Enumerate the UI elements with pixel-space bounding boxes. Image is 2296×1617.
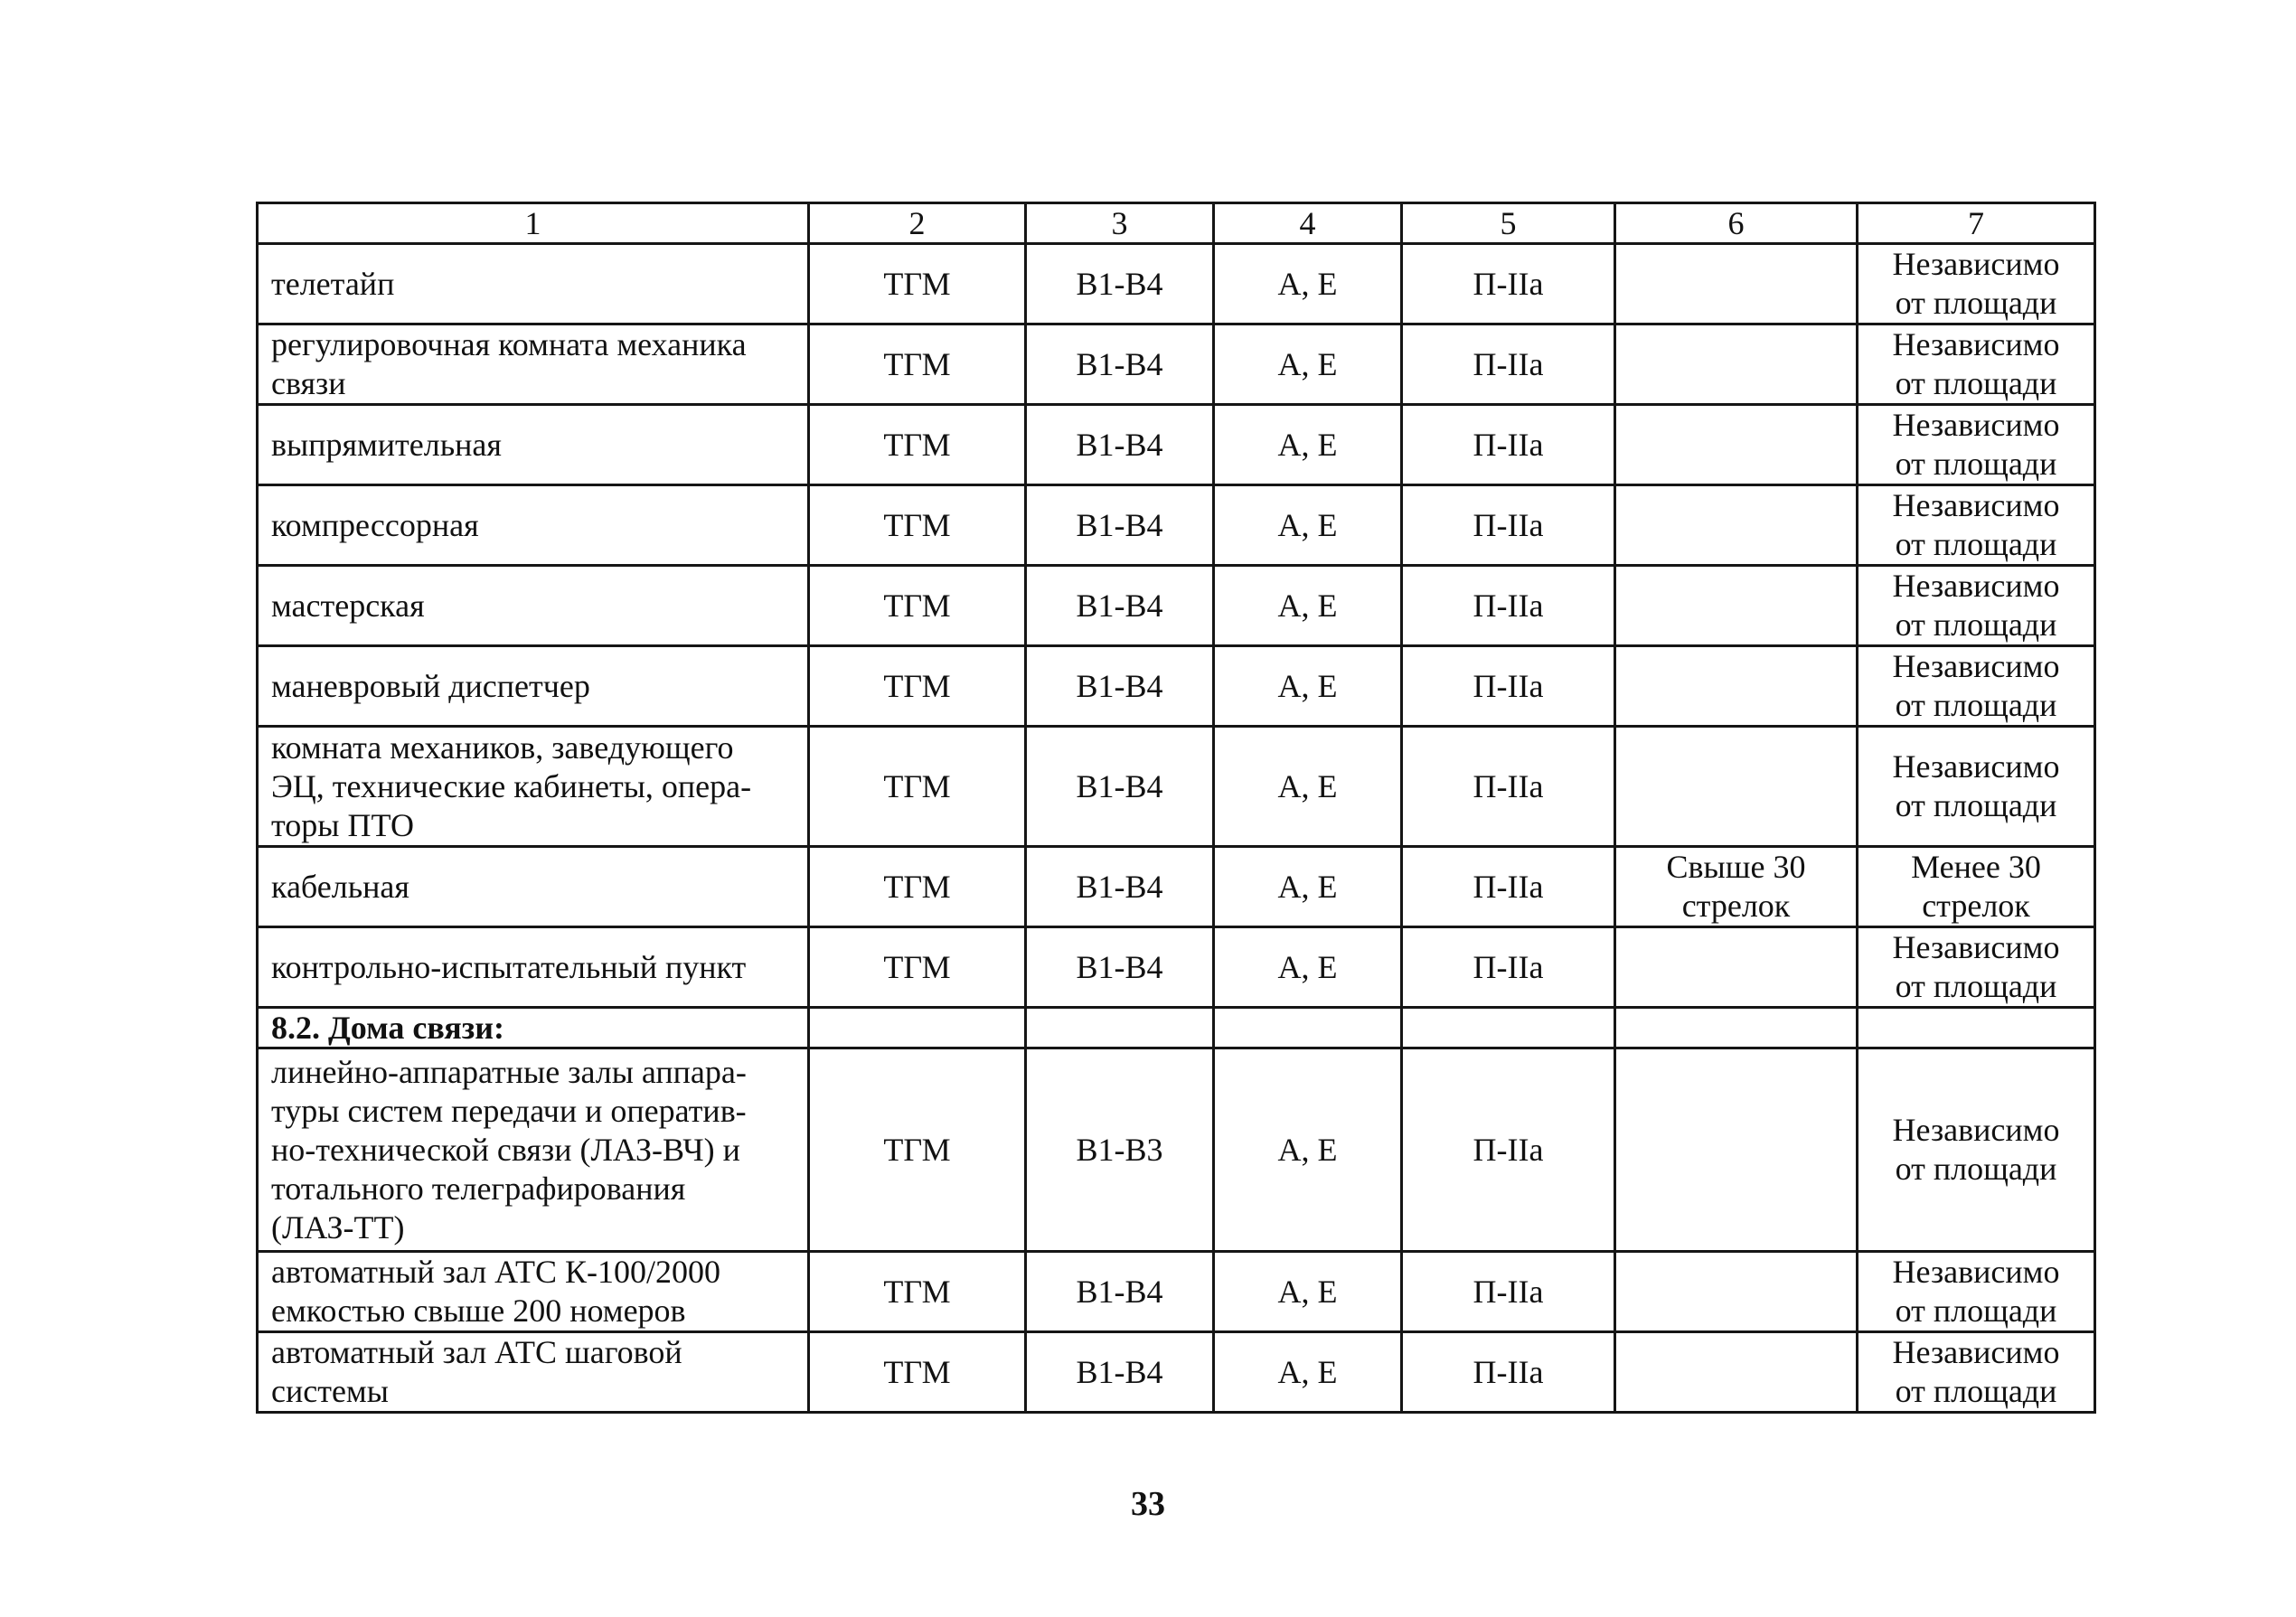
room-name-cell: мастерская: [258, 566, 809, 646]
table-cell: В1-В4: [1026, 646, 1214, 727]
table-row: [258, 566, 2095, 646]
table-cell: А, Е: [1214, 847, 1402, 927]
table-row: [258, 1048, 2095, 1252]
table-cell: А, Е: [1214, 927, 1402, 1008]
column-number: 2: [809, 203, 1026, 244]
table-cell: [1615, 1252, 1858, 1332]
room-name-cell: компрессорная: [258, 485, 809, 566]
table-cell: А, Е: [1214, 485, 1402, 566]
table-row: [258, 727, 2095, 847]
table-cell: ТГМ: [809, 1332, 1026, 1413]
table-row: [258, 405, 2095, 485]
table-cell: ТГМ: [809, 405, 1026, 485]
table-cell: Независимо от площади: [1858, 1332, 2095, 1413]
room-name-cell: контрольно-испытательный пункт: [258, 927, 809, 1008]
column-number: 4: [1214, 203, 1402, 244]
table-cell: П-IIа: [1402, 324, 1615, 405]
table-cell: П-IIа: [1402, 847, 1615, 927]
table-row: [258, 1252, 2095, 1332]
room-name-cell: автоматный зал АТС К-100/2000 емкостью свыше 200 номеров: [258, 1252, 809, 1332]
room-name-cell: регулировочная комната механика связи: [258, 324, 809, 405]
table-cell: [1615, 1008, 1858, 1048]
table-cell: В1-В4: [1026, 727, 1214, 847]
table-cell: А, Е: [1214, 566, 1402, 646]
column-number: 6: [1615, 203, 1858, 244]
table-cell: П-IIа: [1402, 646, 1615, 727]
table-cell: [1615, 244, 1858, 324]
table-cell: ТГМ: [809, 485, 1026, 566]
table-cell: В1-В4: [1026, 847, 1214, 927]
table-cell: П-IIа: [1402, 405, 1615, 485]
table-row: [258, 927, 2095, 1008]
table-cell: [1615, 927, 1858, 1008]
table-cell: Независимо от площади: [1858, 1252, 2095, 1332]
section-heading-row: [258, 1008, 2095, 1048]
room-name-cell: телетайп: [258, 244, 809, 324]
table-cell: Независимо от площади: [1858, 1048, 2095, 1252]
table-cell: [1615, 646, 1858, 727]
room-name-cell: комната механиков, заведующего ЭЦ, технические кабинеты, опера- торы ПТО: [258, 727, 809, 847]
table-cell: ТГМ: [809, 324, 1026, 405]
column-number-row: [258, 203, 2095, 244]
table-row: [258, 244, 2095, 324]
table-cell: В1-В4: [1026, 405, 1214, 485]
table-cell: ТГМ: [809, 927, 1026, 1008]
table-cell: ТГМ: [809, 646, 1026, 727]
table-cell: П-IIа: [1402, 244, 1615, 324]
table-row: [258, 1332, 2095, 1413]
table-cell: В1-В4: [1026, 927, 1214, 1008]
table-cell: [1402, 1008, 1615, 1048]
table-cell: [809, 1008, 1026, 1048]
table-cell: ТГМ: [809, 1252, 1026, 1332]
table-cell: П-IIа: [1402, 1332, 1615, 1413]
table-cell: А, Е: [1214, 1252, 1402, 1332]
table-cell: [1615, 1332, 1858, 1413]
table-cell: П-IIа: [1402, 727, 1615, 847]
table-cell: А, Е: [1214, 646, 1402, 727]
table-cell: ТГМ: [809, 566, 1026, 646]
page-number: 33: [1131, 1485, 1165, 1523]
table-cell: А, Е: [1214, 727, 1402, 847]
table-cell: П-IIа: [1402, 566, 1615, 646]
table-cell: [1615, 566, 1858, 646]
table-cell: В1-В4: [1026, 1252, 1214, 1332]
table-cell: А, Е: [1214, 1048, 1402, 1252]
table-cell: П-IIа: [1402, 927, 1615, 1008]
table-cell: Свыше 30 стрелок: [1615, 847, 1858, 927]
table-cell: Независимо от площади: [1858, 324, 2095, 405]
table-cell: [1214, 1008, 1402, 1048]
table-cell: [1615, 727, 1858, 847]
room-name-cell: кабельная: [258, 847, 809, 927]
requirements-table: [256, 202, 2096, 1414]
room-name-cell: выпрямительная: [258, 405, 809, 485]
room-name-cell: линейно-аппаратные залы аппара- туры систем передачи и оператив- но-технической связи (ЛАЗ-ВЧ) и тотального телеграфирования (ЛАЗ-ТТ): [258, 1048, 809, 1252]
table-cell: А, Е: [1214, 1332, 1402, 1413]
table-cell: [1858, 1008, 2095, 1048]
table-row: [258, 847, 2095, 927]
table-cell: [1026, 1008, 1214, 1048]
table-cell: Независимо от площади: [1858, 727, 2095, 847]
room-name-cell: маневровый диспетчер: [258, 646, 809, 727]
column-number: 1: [258, 203, 809, 244]
table-cell: Независимо от площади: [1858, 646, 2095, 727]
table-cell: [1615, 1048, 1858, 1252]
table-cell: ТГМ: [809, 1048, 1026, 1252]
table-row: [258, 324, 2095, 405]
table-cell: Менее 30 стрелок: [1858, 847, 2095, 927]
room-name-cell: автоматный зал АТС шаговой системы: [258, 1332, 809, 1413]
table-cell: ТГМ: [809, 244, 1026, 324]
table-cell: В1-В4: [1026, 566, 1214, 646]
table-cell: В1-В4: [1026, 485, 1214, 566]
table-cell: Независимо от площади: [1858, 927, 2095, 1008]
table-cell: А, Е: [1214, 405, 1402, 485]
column-number: 3: [1026, 203, 1214, 244]
table-cell: П-IIа: [1402, 1252, 1615, 1332]
section-title: 8.2. Дома связи:: [258, 1008, 809, 1048]
table-cell: П-IIа: [1402, 1048, 1615, 1252]
table-cell: А, Е: [1214, 324, 1402, 405]
column-number: 5: [1402, 203, 1615, 244]
table-cell: [1615, 405, 1858, 485]
table-cell: [1615, 324, 1858, 405]
table-cell: ТГМ: [809, 727, 1026, 847]
table-cell: Независимо от площади: [1858, 405, 2095, 485]
table-cell: Независимо от площади: [1858, 244, 2095, 324]
table-cell: В1-В4: [1026, 1332, 1214, 1413]
table-cell: Независимо от площади: [1858, 566, 2095, 646]
table-cell: В1-В4: [1026, 244, 1214, 324]
table-cell: А, Е: [1214, 244, 1402, 324]
table-cell: Независимо от площади: [1858, 485, 2095, 566]
table-cell: ТГМ: [809, 847, 1026, 927]
table-cell: [1615, 485, 1858, 566]
table-cell: В1-В4: [1026, 324, 1214, 405]
table-cell: В1-В3: [1026, 1048, 1214, 1252]
column-number: 7: [1858, 203, 2095, 244]
table-cell: П-IIа: [1402, 485, 1615, 566]
table-row: [258, 485, 2095, 566]
table-row: [258, 646, 2095, 727]
